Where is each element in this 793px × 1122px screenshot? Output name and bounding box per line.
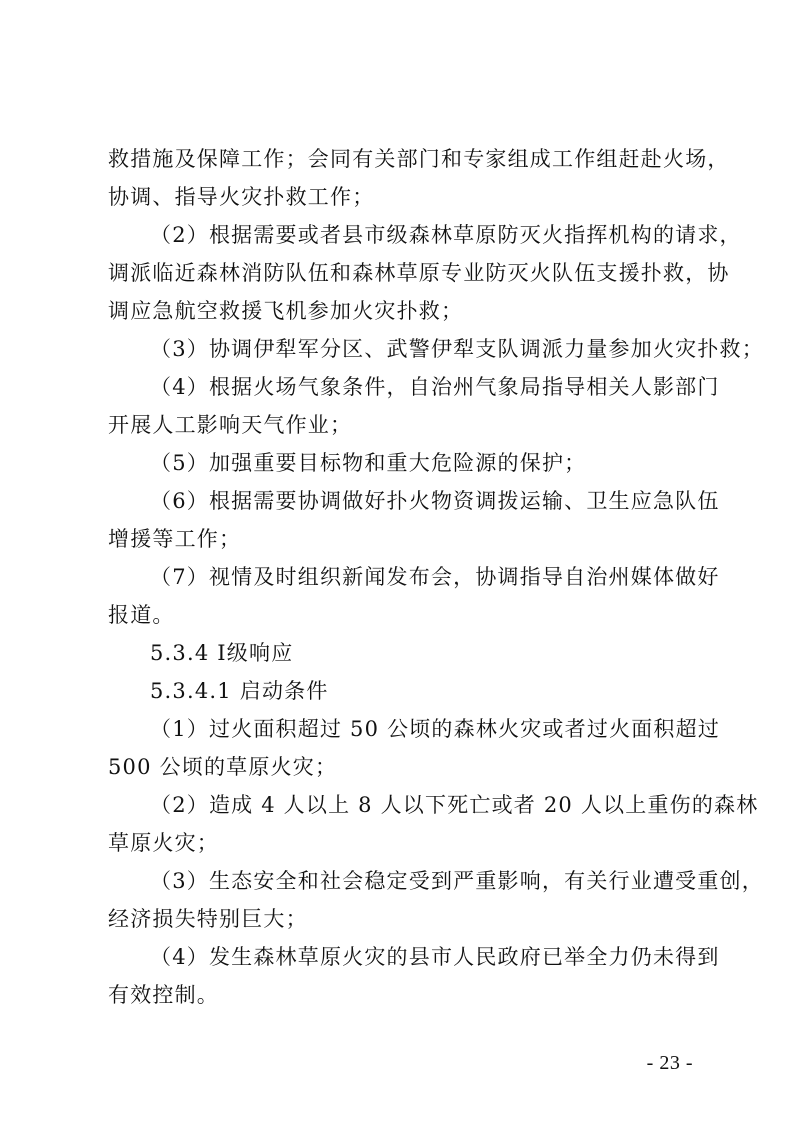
paragraph-6-line-2: 增援等工作； xyxy=(108,527,242,551)
condition-2-line-1: （2）造成 4 人以上 8 人以下死亡或者 20 人以上重伤的森林 xyxy=(150,793,759,817)
paragraph-2-line-3: 调应急航空救援飞机参加火灾扑救； xyxy=(108,299,464,323)
paragraph-4-line-2: 开展人工影响天气作业； xyxy=(108,413,353,437)
condition-4-line-1: （4）发生森林草原火灾的县市人民政府已举全力仍未得到 xyxy=(150,945,720,969)
body-line-2: 协调、指导火灾扑救工作； xyxy=(108,185,375,209)
condition-3-line-1: （3）生态安全和社会稳定受到严重影响，有关行业遭受重创， xyxy=(150,869,764,893)
paragraph-6-line-1: （6）根据需要协调做好扑火物资调拨运输、卫生应急队伍 xyxy=(150,489,720,513)
paragraph-5: （5）加强重要目标物和重大危险源的保护； xyxy=(150,451,587,475)
body-line-1: 救措施及保障工作；会同有关部门和专家组成工作组赶赴火场， xyxy=(108,147,730,171)
paragraph-3: （3）协调伊犁军分区、武警伊犁支队调派力量参加火灾扑救； xyxy=(150,337,764,361)
paragraph-2-line-2: 调派临近森林消防队伍和森林草原专业防灭火队伍支援扑救，协 xyxy=(108,261,730,285)
paragraph-7-line-1: （7）视情及时组织新闻发布会，协调指导自治州媒体做好 xyxy=(150,565,720,589)
paragraph-4-line-1: （4）根据火场气象条件，自治州气象局指导相关人影部门 xyxy=(150,375,720,399)
paragraph-2-line-1: （2）根据需要或者县市级森林草原防灭火指挥机构的请求， xyxy=(150,223,742,247)
condition-4-line-2: 有效控制。 xyxy=(108,983,219,1007)
page-number: - 23 - xyxy=(646,1052,693,1074)
condition-1-line-2: 500 公顷的草原火灾； xyxy=(108,755,338,779)
condition-2-line-2: 草原火灾； xyxy=(108,831,219,855)
condition-3-line-2: 经济损失特别巨大； xyxy=(108,907,308,931)
paragraph-7-line-2: 报道。 xyxy=(108,603,175,627)
section-heading-534: 5.3.4 Ⅰ级响应 xyxy=(150,641,294,665)
section-heading-5341: 5.3.4.1 启动条件 xyxy=(150,679,329,703)
condition-1-line-1: （1）过火面积超过 50 公顷的森林火灾或者过火面积超过 xyxy=(150,717,721,741)
